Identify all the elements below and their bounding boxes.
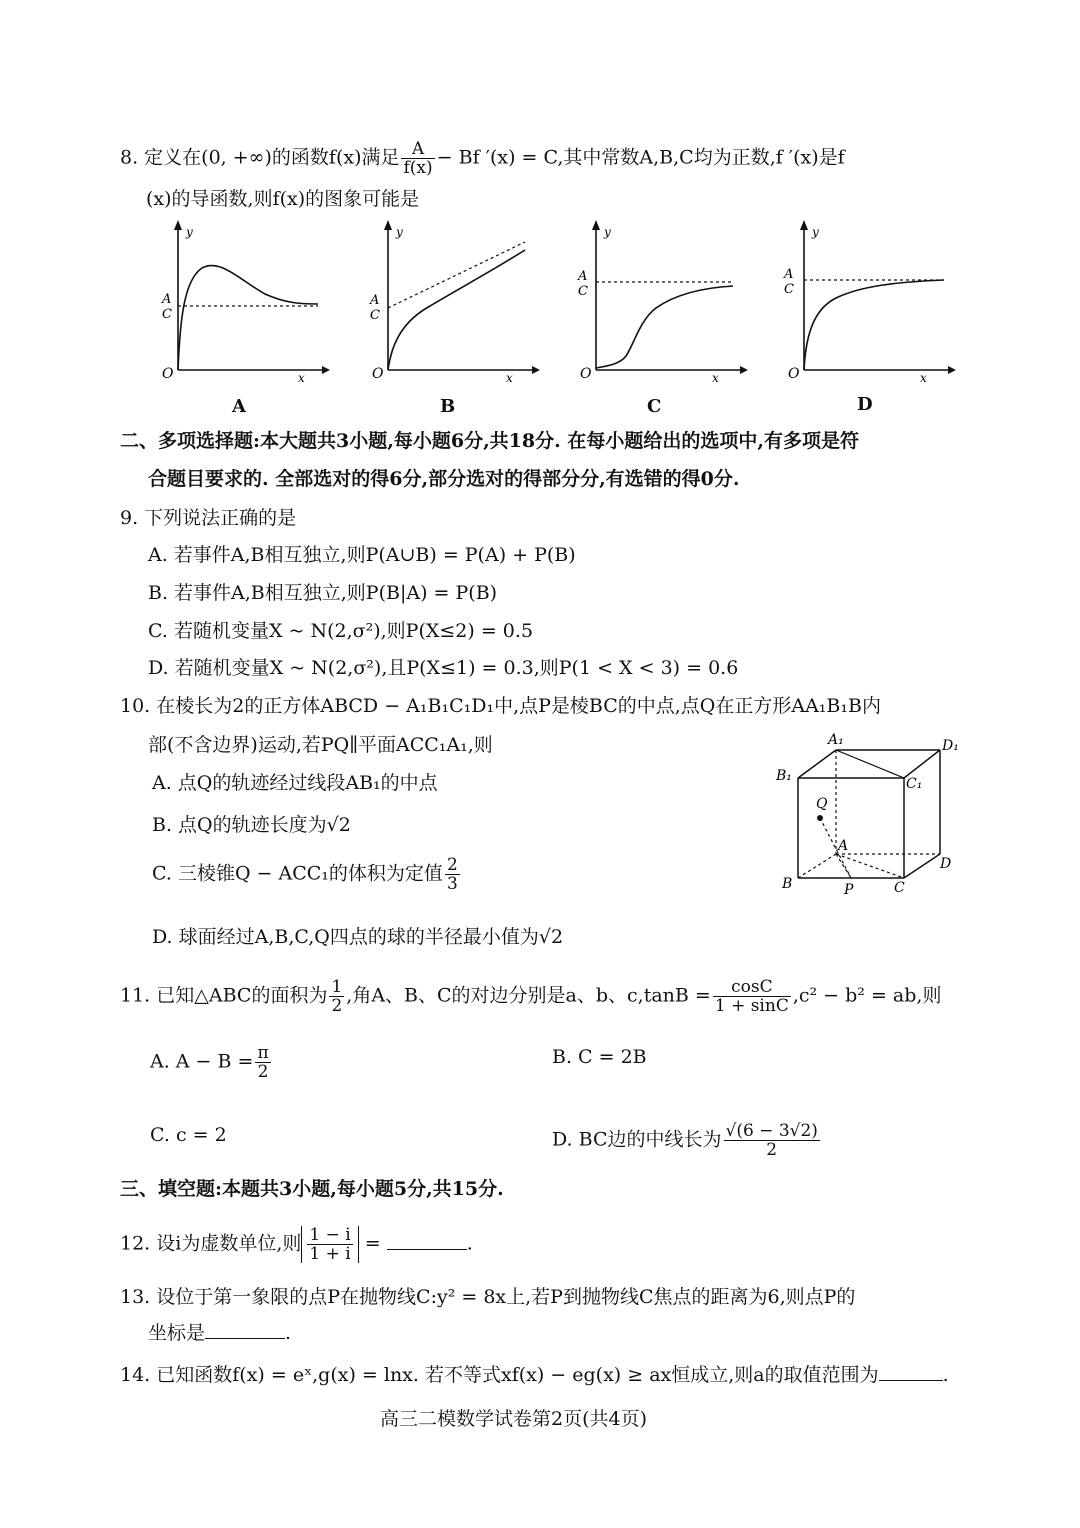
svg-text:C₁: C₁ xyxy=(906,776,923,792)
graph-b-curve xyxy=(388,250,525,370)
q8-fraction: $\frac{A}{f(x)}$ xyxy=(403,139,433,178)
svg-text:x: x xyxy=(920,371,927,385)
q10-option-c: C. 三棱锥Q − ACC₁的体积为定值 $\frac{2}{3}$ xyxy=(152,855,458,894)
q9-option-d: D. 若随机变量X ~ N(2,σ²),且P(X≤1) = 0.3,则P(1 < X < 3) = 0.6 xyxy=(148,657,739,679)
q9-option-c: C. 若随机变量X ~ N(2,σ²),则P(X≤2) = 0.5 xyxy=(148,620,534,642)
q11-stem: 11. 已知△ABC的面积为 $\frac{1}{2}$ ,角A、B、C的对边分别是a、b、c,tanB = $\frac{\cos C}{1 + \sin C}$ ,c² − b² = ab,则 xyxy=(120,977,942,1016)
q11-option-d: D. BC边的中线长为 $\frac{√(6 - 3√2)}{2}$ xyxy=(552,1121,818,1160)
svg-text:D₁: D₁ xyxy=(942,738,959,754)
q14-answer-blank xyxy=(879,1362,943,1381)
graph-a-curve xyxy=(178,265,318,370)
q11-option-c: C. c = 2 xyxy=(150,1124,227,1146)
svg-text:x: x xyxy=(298,371,305,385)
svg-text:x: x xyxy=(712,371,719,385)
q10-line2: 部(不含边界)运动,若PQ∥平面ACC₁A₁,则 xyxy=(148,734,493,756)
svg-text:O: O xyxy=(580,366,592,382)
graph-a xyxy=(150,220,330,385)
svg-text:B₁: B₁ xyxy=(776,768,792,784)
svg-text:O: O xyxy=(788,366,800,382)
svg-text:Q: Q xyxy=(816,796,828,812)
svg-text:C: C xyxy=(578,284,588,299)
section3-title: 三、填空题:本题共3小题,每小题5分,共15分. xyxy=(120,1178,504,1200)
option-c-label: C xyxy=(647,396,662,417)
svg-text:y: y xyxy=(604,225,611,239)
graph-a-y-label: y xyxy=(186,225,193,239)
q11-option-b: B. C = 2B xyxy=(552,1046,647,1068)
point-q xyxy=(817,815,823,821)
svg-text:C: C xyxy=(370,308,380,323)
svg-text:C: C xyxy=(162,307,172,322)
option-d-label: D xyxy=(857,394,873,415)
svg-text:C: C xyxy=(784,282,794,297)
q8-line1: 8. 定义在(0, +∞)的函数f(x)满足 $\frac{A}{f(x)}$ − Bf ′(x) = C,其中常数A,B,C均为正数,f ′(x)是f xyxy=(120,139,845,178)
q14-line: 14. 已知函数f(x) = eˣ,g(x) = lnx. 若不等式xf(x) − eg(x) ≥ ax恒成立,则a的取值范围为 . xyxy=(120,1364,949,1386)
svg-text:B: B xyxy=(782,876,793,892)
svg-text:A: A xyxy=(162,292,172,307)
graph-c-curve xyxy=(596,286,733,368)
svg-text:A: A xyxy=(784,267,794,282)
q10-option-b: B. 点Q的轨迹长度为√2 xyxy=(152,814,351,836)
svg-text:D: D xyxy=(940,856,952,872)
q10-option-a: A. 点Q的轨迹经过线段AB₁的中点 xyxy=(152,772,438,794)
q8-line2: (x)的导函数,则f(x)的图象可能是 xyxy=(146,188,420,210)
page-footer: 高三二模数学试卷第2页(共4页) xyxy=(380,1408,648,1430)
section2-line1: 二、多项选择题:本大题共3小题,每小题6分,共18分. 在每小题给出的选项中,有多项是符 xyxy=(120,430,859,452)
svg-text:O: O xyxy=(162,366,174,382)
graph-c xyxy=(568,220,748,385)
q13-line1: 13. 设位于第一象限的点P在抛物线C:y² = 8x上,若P到抛物线C焦点的距离为6,则点P的 xyxy=(120,1286,856,1308)
q13-line2: 坐标是 . xyxy=(148,1322,292,1344)
q9-stem: 9. 下列说法正确的是 xyxy=(120,507,297,529)
svg-text:A: A xyxy=(838,838,849,854)
svg-text:A: A xyxy=(578,269,588,284)
q13-answer-blank xyxy=(205,1320,285,1339)
graph-b-asymptote xyxy=(388,242,525,308)
cube-diagram xyxy=(770,728,970,900)
option-b-label: B xyxy=(440,396,456,417)
svg-text:y: y xyxy=(812,225,819,239)
svg-text:y: y xyxy=(396,225,403,239)
svg-text:A: A xyxy=(370,293,380,308)
q10-line1: 10. 在棱长为2的正方体ABCD − A₁B₁C₁D₁中,点P是棱BC的中点,点Q在正方形AA₁B₁B内 xyxy=(120,695,881,717)
graph-d-curve xyxy=(804,280,944,370)
svg-text:A₁: A₁ xyxy=(828,732,844,748)
q9-option-a: A. 若事件A,B相互独立,则P(A∪B) = P(A) + P(B) xyxy=(148,544,576,566)
option-a-label: A xyxy=(232,396,246,417)
q12-answer-blank xyxy=(387,1231,467,1250)
q11-option-a: A. A − B = $\frac{\pi}{2}$ xyxy=(150,1043,269,1082)
graph-b xyxy=(360,220,540,385)
graph-d xyxy=(776,220,956,385)
section2-line2: 合题目要求的. 全部选对的得6分,部分选对的得部分分,有选错的得0分. xyxy=(148,468,740,490)
svg-text:P: P xyxy=(844,882,854,898)
svg-text:C: C xyxy=(894,880,905,896)
svg-text:O: O xyxy=(372,366,384,382)
q10-option-d: D. 球面经过A,B,C,Q四点的球的半径最小值为√2 xyxy=(152,926,564,948)
q12-line: 12. 设i为虚数单位,则 $\frac{1 - i}{1 + i}$ = . xyxy=(120,1225,473,1264)
q9-option-b: B. 若事件A,B相互独立,则P(B|A) = P(B) xyxy=(148,582,498,604)
svg-text:x: x xyxy=(506,371,513,385)
